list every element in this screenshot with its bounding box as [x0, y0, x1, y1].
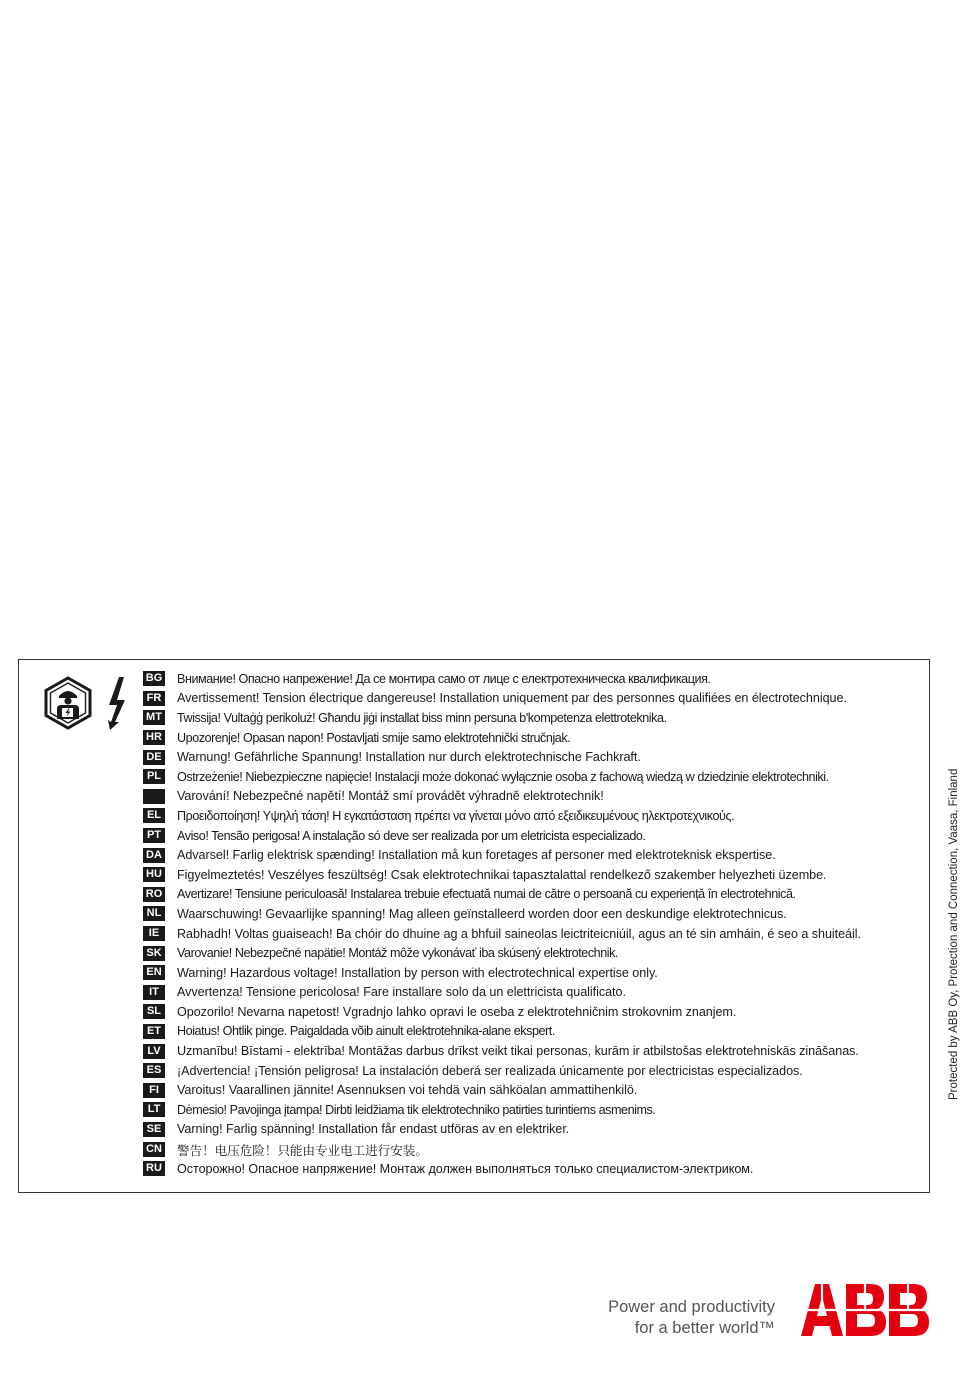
warning-text: Avertizare! Tensiune periculoasă! Instalarea trebuie efectuată numai de către o persoană cu experiență în electrotehnică.: [177, 887, 796, 902]
warning-row: [143, 983, 861, 1003]
warning-text: Осторожно! Опасное напряжение! Монтаж должен выполняться только специалистом-электриком.: [177, 1161, 754, 1176]
tagline: [608, 1297, 775, 1339]
language-code-badge: DE: [143, 750, 165, 765]
language-code-badge: DA: [143, 848, 165, 863]
warning-list: [143, 669, 861, 1178]
warning-text: Внимание! Опасно напрежение! Да се монтира само от лице с електротехническа квалификация.: [177, 671, 711, 686]
warning-panel: [18, 659, 930, 1193]
language-code-badge: EN: [143, 965, 165, 980]
warning-row: [143, 728, 861, 748]
warning-row: [143, 708, 861, 728]
warning-text: Avvertenza! Tensione pericolosa! Fare installare solo da un elettricista qualificato.: [177, 985, 626, 1000]
warning-row: [143, 806, 861, 826]
language-code-badge: FI: [143, 1083, 165, 1098]
warning-text: Aviso! Tensão perigosa! A instalação só deve ser realizada por um eletricista especializado.: [177, 828, 646, 843]
language-code-badge: NL: [143, 906, 165, 921]
warning-text: Avertissement! Tension électrique dangereuse! Installation uniquement par des personnes qualifiées en électrotechnique.: [177, 691, 847, 706]
warning-row: [143, 689, 861, 709]
language-code-badge: ET: [143, 1024, 165, 1039]
language-code-badge: RU: [143, 1161, 165, 1176]
lightning-icon: [105, 676, 129, 730]
language-code-badge: PL: [143, 769, 165, 784]
warning-row: [143, 1080, 861, 1100]
copyright-note: Protected by ABB Oy, Protection and Connection, Vaasa, Finland: [948, 768, 960, 1100]
language-code-badge: [143, 789, 165, 804]
warning-text: Warning! Hazardous voltage! Installation by person with electrotechnical expertise only.: [177, 965, 658, 980]
warning-row: [143, 1159, 861, 1179]
language-code-badge: SK: [143, 946, 165, 961]
warning-text: 警告！电压危险！只能由专业电工进行安装。: [177, 1142, 428, 1158]
warning-row: [143, 826, 861, 846]
warning-row: [143, 845, 861, 865]
warning-row: [143, 1002, 861, 1022]
language-code-badge: IE: [143, 926, 165, 941]
warning-row: [143, 904, 861, 924]
language-code-badge: HR: [143, 730, 165, 745]
warning-row: [143, 943, 861, 963]
warning-row: [143, 1120, 861, 1140]
warning-text: Varovanie! Nebezpečné napätie! Montáž môže vykonávať iba skúsený elektrotechnik.: [177, 946, 619, 961]
warning-row: [143, 669, 861, 689]
warning-text: Varning! Farlig spänning! Installation får endast utföras av en elektriker.: [177, 1122, 570, 1137]
warning-row: [143, 767, 861, 787]
language-code-badge: SL: [143, 1004, 165, 1019]
warning-row: [143, 747, 861, 767]
warning-text: Waarschuwing! Gevaarlijke spanning! Mag alleen geïnstalleerd worden door een deskundige elektrotechnicus.: [177, 906, 787, 921]
warning-text: Varoitus! Vaarallinen jännite! Asennuksen voi tehdä vain sähköalan ammattihenkilö.: [177, 1083, 638, 1098]
warning-text: Figyelmeztetés! Veszélyes feszültség! Csak elektrotechnikai tapasztalattal rendelkező szakember helyezheti üzembe.: [177, 867, 827, 882]
warning-row: [143, 1061, 861, 1081]
warning-row: [143, 865, 861, 885]
warning-text: Rabhadh! Voltas guaiseach! Ba chóir do dhuine ag a bhfuil saineolas leictriteicniúil, agus an té sin amháin, é seo a shuiteáil.: [177, 926, 861, 941]
tagline-line2: for a better world™: [634, 1319, 775, 1337]
warning-text: Dėmesio! Pavojinga įtampa! Dirbti leidžiama tik elektrotechniko patirties turintiems asmenims.: [177, 1102, 656, 1117]
language-code-badge: EL: [143, 808, 165, 823]
language-code-badge: ES: [143, 1063, 165, 1078]
warning-text: Προειδοποίηση! Υψηλή τάση! Η εγκατάσταση πρέπει να γίνεται μόνο από εξειδικευμένους ηλεκτροτεχνικούς.: [177, 808, 735, 823]
warning-text: Uzmanību! Bīstami - elektrība! Montāžas darbus drīkst veikt tikai personas, kurām ir atbilstošas elektrotehniskās zināšanas.: [177, 1044, 859, 1059]
language-code-badge: CN: [143, 1142, 165, 1157]
language-code-badge: IT: [143, 985, 165, 1000]
warning-row: [143, 885, 861, 905]
warning-text: Varování! Nebezpečné napětí! Montáž smí provádět výhradně elektrotechnik!: [177, 789, 604, 804]
warning-text: Warnung! Gefährliche Spannung! Installation nur durch elektrotechnische Fachkraft.: [177, 750, 641, 765]
warning-text: Hoiatus! Ohtlik pinge. Paigaldada võib ainult elektrotehnika-alane ekspert.: [177, 1024, 555, 1039]
warning-row: [143, 924, 861, 944]
language-code-badge: PT: [143, 828, 165, 843]
warning-text: Ostrzeżenie! Niebezpieczne napięcie! Instalacji może dokonać wyłącznie osoba z fachową wiedzą w dziedzinie elektrotechniki.: [177, 769, 829, 784]
abb-logo: [801, 1284, 930, 1336]
language-code-badge: BG: [143, 671, 165, 686]
language-code-badge: SE: [143, 1122, 165, 1137]
language-code-badge: HU: [143, 867, 165, 882]
warning-text: Opozorilo! Nevarna napetost! Vgradnjo lahko opravi le oseba z elektrotehničnim strokovnim znanjem.: [177, 1004, 737, 1019]
warning-row: [143, 1022, 861, 1042]
warning-row: [143, 1041, 861, 1061]
tagline-line1: Power and productivity: [608, 1298, 775, 1316]
warning-text: ¡Advertencia! ¡Tensión peligrosa! La instalación deberá ser realizada únicamente por electricistas especializados.: [177, 1063, 803, 1078]
warning-text: Advarsel! Farlig elektrisk spænding! Installation må kun foretages af personer med elektroteknisk ekspertise.: [177, 848, 776, 863]
warning-row: [143, 787, 861, 807]
language-code-badge: LT: [143, 1102, 165, 1117]
language-code-badge: LV: [143, 1044, 165, 1059]
language-code-badge: MT: [143, 710, 165, 725]
warning-text: Twissija! Vultaġġ perikoluż! Għandu jiġi installat biss minn persuna b'kompetenza elettroteknika.: [177, 710, 667, 725]
warning-text: Upozorenje! Opasan napon! Postavljati smije samo elektrotehnički stručnjak.: [177, 730, 571, 745]
electrician-hexagon-icon: [41, 676, 95, 730]
warning-row: [143, 1100, 861, 1120]
warning-row: [143, 1139, 861, 1159]
language-code-badge: FR: [143, 691, 165, 706]
language-code-badge: RO: [143, 887, 165, 902]
warning-row: [143, 963, 861, 983]
